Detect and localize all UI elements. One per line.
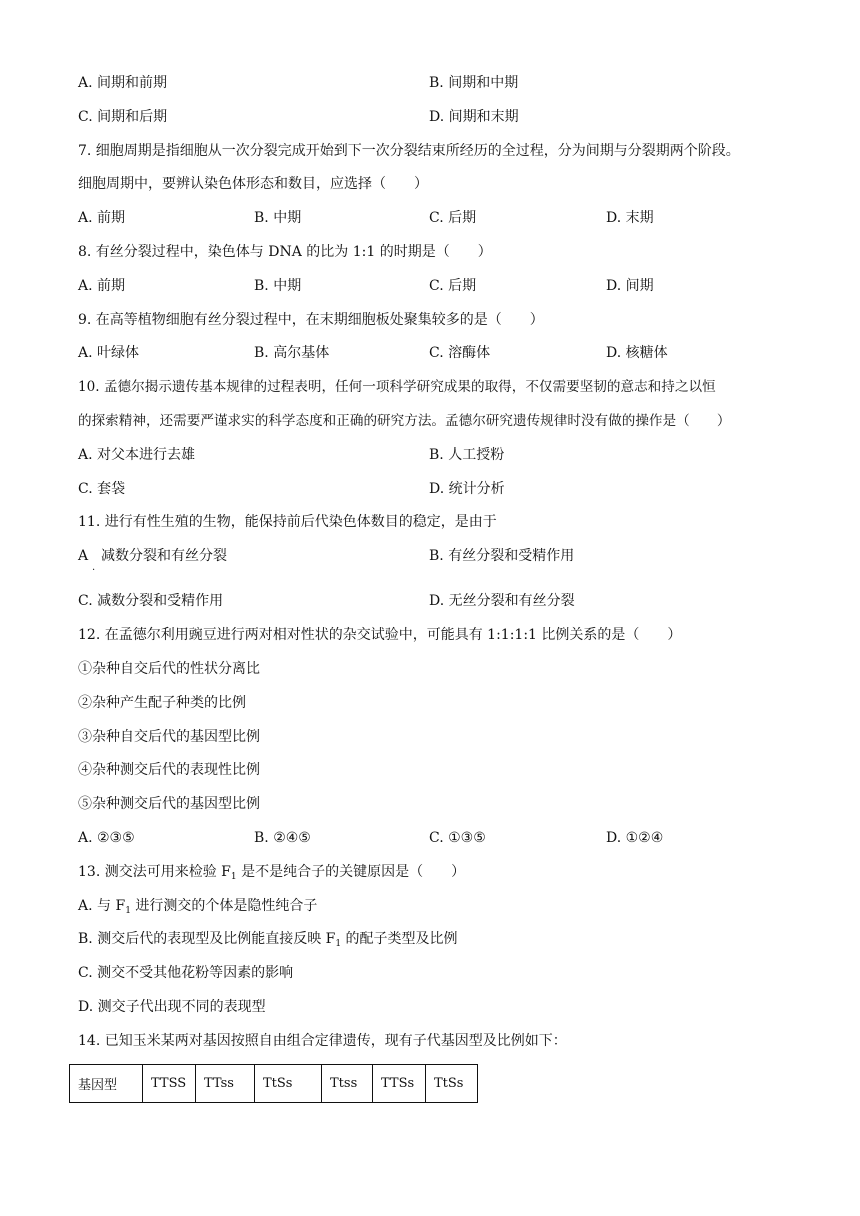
q13-option-d: D. 测交子代出现不同的表现型 xyxy=(78,999,266,1015)
q7-option-c: C. 后期 xyxy=(429,210,477,226)
q13-option-c: C. 测交不受其他花粉等因素的影响 xyxy=(78,965,294,981)
q11-stem: 11. 进行有性生殖的生物，能保持前后代染色体数目的稳定，是由于 xyxy=(78,514,497,530)
q13-stem: 13. 测交法可用来检验 $F_1$ 是不是纯合子的关键原因是（ ） xyxy=(78,864,466,882)
q6-option-a: A. 间期和前期 xyxy=(78,75,168,91)
q11-option-b: B. 有丝分裂和受精作用 xyxy=(429,548,575,564)
q12-stem: 12. 在孟德尔利用豌豆进行两对相对性状的杂交试验中，可能具有 1:1:1:1 比例关系的是（ ） xyxy=(78,627,682,643)
q7-stem-line1: 7. 细胞周期是指细胞从一次分裂完成开始到下一次分裂结束所经历的全过程，分为间期与分裂期两个阶段。 xyxy=(78,143,740,159)
genotype-table xyxy=(69,1064,478,1103)
q11-option-a-dot: . xyxy=(92,562,96,573)
table-cell: TTSs xyxy=(373,1065,426,1103)
q12-item-4: ④杂种测交后代的表现性比例 xyxy=(78,762,260,778)
q7-stem-line2: 细胞周期中，要辨认染色体形态和数目，应选择（ ） xyxy=(78,176,428,192)
table-row xyxy=(70,1065,478,1103)
table-cell: TTss xyxy=(196,1065,255,1103)
q10-option-d: D. 统计分析 xyxy=(429,481,505,497)
q11-option-a-text: 减数分裂和有丝分裂 xyxy=(101,548,227,564)
q12-item-5: ⑤杂种测交后代的基因型比例 xyxy=(78,796,260,812)
q7-option-d: D. 末期 xyxy=(606,210,654,226)
q7-option-b: B. 中期 xyxy=(254,210,302,226)
q12-item-2: ②杂种产生配子种类的比例 xyxy=(78,695,246,711)
q6-option-d: D. 间期和末期 xyxy=(429,109,519,125)
q9-option-d: D. 核糖体 xyxy=(606,345,668,361)
q14-stem: 14. 已知玉米某两对基因按照自由组合定律遗传，现有子代基因型及比例如下： xyxy=(78,1033,567,1049)
q12-item-3: ③杂种自交后代的基因型比例 xyxy=(78,729,260,745)
table-cell: TTSS xyxy=(143,1065,196,1103)
q8-option-a: A. 前期 xyxy=(78,278,126,294)
q10-stem-line2: 的探索精神，还需要严谨求实的科学态度和正确的研究方法。孟德尔研究遗传规律时没有做的操作是（ ） xyxy=(78,413,731,429)
table-cell: Ttss xyxy=(322,1065,373,1103)
q8-option-c: C. 后期 xyxy=(429,278,477,294)
q9-option-c: C. 溶酶体 xyxy=(429,345,491,361)
q12-option-c: C. ①③⑤ xyxy=(429,830,486,846)
table-header-cell: 基因型 xyxy=(70,1065,143,1103)
q10-option-a: A. 对父本进行去雄 xyxy=(78,447,196,463)
q8-stem: 8. 有丝分裂过程中，染色体与 DNA 的比为 1:1 的时期是（ ） xyxy=(78,244,492,260)
q7-option-a: A. 前期 xyxy=(78,210,126,226)
q9-stem: 9. 在高等植物细胞有丝分裂过程中，在末期细胞板处聚集较多的是（ ） xyxy=(78,312,544,328)
q11-option-a-letter: A xyxy=(78,548,89,564)
q6-option-c: C. 间期和后期 xyxy=(78,109,168,125)
q9-option-a: A. 叶绿体 xyxy=(78,345,140,361)
q11-option-c: C. 减数分裂和受精作用 xyxy=(78,593,224,609)
q8-option-d: D. 间期 xyxy=(606,278,654,294)
q6-option-b: B. 间期和中期 xyxy=(429,75,519,91)
q10-option-b: B. 人工授粉 xyxy=(429,447,505,463)
q11-option-d: D. 无丝分裂和有丝分裂 xyxy=(429,593,575,609)
q10-option-c: C. 套袋 xyxy=(78,481,126,497)
table-cell: TtSs xyxy=(255,1065,322,1103)
q13-option-a: A. 与 $F_1$ 进行测交的个体是隐性纯合子 xyxy=(78,898,318,916)
q10-stem-line1: 10. 孟德尔揭示遗传基本规律的过程表明，任何一项科学研究成果的取得，不仅需要坚韧的意志和持之以恒 xyxy=(78,379,716,395)
q12-option-b: B. ②④⑤ xyxy=(254,830,311,846)
q8-option-b: B. 中期 xyxy=(254,278,302,294)
table-cell: TtSs xyxy=(426,1065,478,1103)
q9-option-b: B. 高尔基体 xyxy=(254,345,330,361)
q13-option-b: B. 测交后代的表现型及比例能直接反映 $F_1$ 的配子类型及比例 xyxy=(78,931,458,949)
q12-option-d: D. ①②④ xyxy=(606,830,664,846)
q12-item-1: ①杂种自交后代的性状分离比 xyxy=(78,661,260,677)
q12-option-a: A. ②③⑤ xyxy=(78,830,135,846)
